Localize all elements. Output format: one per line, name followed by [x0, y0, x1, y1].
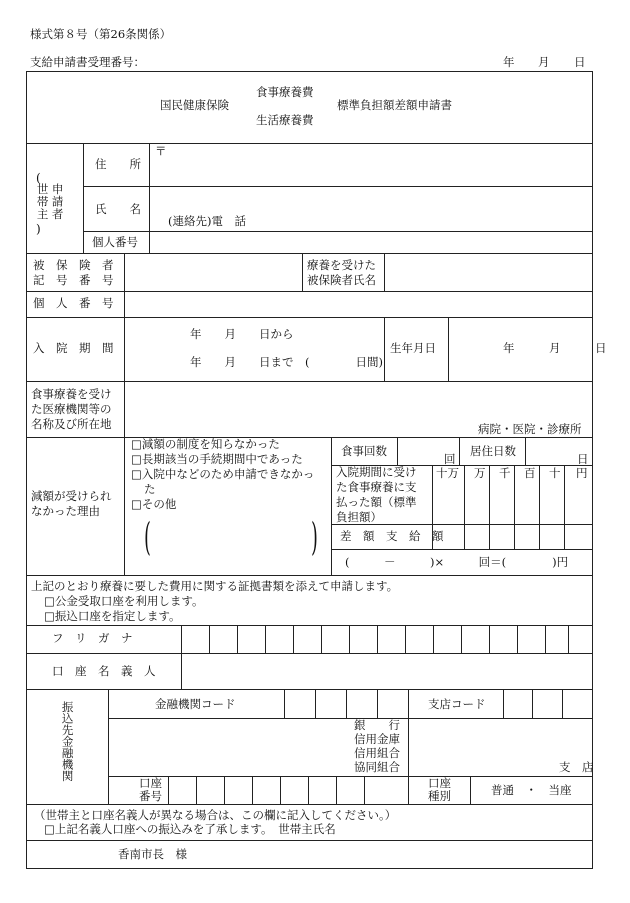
- other-reason-paren-close: ): [311, 515, 318, 559]
- applicant-name-field[interactable]: [155, 190, 585, 206]
- applicant-mynumber-field[interactable]: [152, 234, 588, 251]
- account-holder-label: 口 座 名 義 人: [52, 664, 156, 678]
- title-main: 標準負担額差額申請書: [337, 98, 452, 112]
- account-number-label-2: 番号: [139, 789, 162, 803]
- hospitalization-label: 入 院 期 間: [33, 341, 114, 355]
- account-number-label-1: 口座: [139, 776, 162, 790]
- bank-type-bank: 銀 行: [354, 718, 400, 732]
- insured-symbol-field[interactable]: [128, 257, 298, 289]
- applicant-group-label: 申請者: [50, 183, 65, 221]
- insured-mynumber-label: 個 人 番 号: [33, 296, 114, 310]
- meal-count-label: 食事回数: [341, 444, 387, 458]
- branch-code-label: 支店コード: [428, 697, 486, 711]
- transfer-institution-label: 振込先金融機関: [60, 701, 75, 782]
- bank-type-credit-union: 信用組合: [354, 746, 400, 760]
- reason-option-other[interactable]: □その他: [131, 497, 177, 511]
- reason-option-hospitalized-cont: た: [144, 482, 156, 496]
- recipient-label-1: 療養を受けた: [307, 258, 376, 272]
- address-field[interactable]: [155, 165, 585, 183]
- applicant-paren-close: ): [36, 222, 41, 236]
- facility-label-2: た医療機関等の: [31, 402, 112, 416]
- digit-10k: 万: [474, 466, 486, 480]
- reason-option-unaware[interactable]: □減額の制度を知らなかった: [131, 437, 280, 451]
- paid-amount-label-4: 負担額）: [336, 510, 382, 524]
- reason-label-1: 減額が受けられ: [31, 489, 112, 503]
- applicant-paren-open: (: [36, 171, 41, 185]
- meal-count-unit: 回: [444, 452, 456, 466]
- birth-date-value: 年 月 日: [503, 341, 607, 355]
- addressee: 香南市長 様: [118, 847, 187, 861]
- contact-phone-label: (連絡先)電 話: [168, 214, 246, 228]
- difference-formula: ( － )× 回＝( )円: [345, 555, 569, 569]
- title-insurance: 国民健康保険: [160, 98, 229, 112]
- paid-amount-label-2: た食事療養に支: [336, 480, 417, 494]
- title-living-cost: 生活療養費: [256, 113, 314, 127]
- account-holder-field[interactable]: [185, 657, 589, 687]
- account-type-options[interactable]: 普通 ・ 当座: [491, 783, 572, 797]
- insured-mynumber-field[interactable]: [128, 294, 588, 315]
- facility-label-1: 食事療養を受け: [31, 387, 112, 401]
- reason-label-2: なかった理由: [31, 504, 100, 518]
- stay-days-label: 居住日数: [470, 444, 516, 458]
- birth-date-label: 生年月日: [390, 341, 436, 355]
- reason-option-procedure[interactable]: □長期該当の手続期間中であった: [131, 452, 303, 466]
- header-month: 月: [538, 55, 550, 69]
- header-year: 年: [503, 55, 515, 69]
- applicant-group-sub: 世帯主: [35, 183, 50, 221]
- branch-suffix: 支 店: [559, 760, 594, 774]
- digit-100: 百: [524, 466, 536, 480]
- reason-option-hospitalized[interactable]: □入院中などのため申請できなかっ: [131, 467, 315, 481]
- other-reason-field[interactable]: [156, 522, 306, 562]
- difference-amount-label: 差 額 支 給 額: [340, 529, 444, 543]
- institution-code-label: 金融機関コード: [155, 697, 236, 711]
- account-type-label-2: 種別: [428, 789, 451, 803]
- hospitalization-to: 年 月 日まで ( 日間): [190, 355, 383, 369]
- institution-name-field[interactable]: [112, 721, 352, 774]
- recipient-name-field[interactable]: [388, 257, 588, 289]
- receipt-number-label: 支給申請書受理番号：: [30, 55, 145, 69]
- consent-note: （世帯主と口座名義人が異なる場合は、この欄に記入してください。）: [34, 808, 397, 822]
- declaration-text: 上記のとおり療養に要した費用に関する証拠書類を添えて申請します。: [31, 579, 399, 593]
- paid-amount-label-1: 入院期間に受け: [336, 465, 417, 479]
- digit-10: 十: [549, 466, 561, 480]
- bank-type-cooperative: 協同組合: [354, 760, 400, 774]
- header-day: 日: [574, 55, 586, 69]
- facility-field[interactable]: [128, 385, 588, 420]
- stay-days-unit: 日: [577, 452, 589, 466]
- furigana-label: フ リ ガ ナ: [52, 631, 133, 645]
- postal-mark: 〒: [155, 144, 167, 158]
- facility-label-3: 名称及び所在地: [31, 417, 112, 431]
- title-meal-cost: 食事療養費: [256, 85, 314, 99]
- name-label: 氏 名: [95, 202, 141, 216]
- branch-name-field[interactable]: [411, 721, 551, 774]
- recipient-label-2: 被保険者氏名: [307, 273, 376, 287]
- digit-yen: 円: [576, 466, 588, 480]
- hospitalization-from: 年 月 日から: [190, 327, 294, 341]
- address-label: 住 所: [95, 157, 141, 171]
- applicant-mynumber-label: 個人番号: [92, 235, 138, 249]
- insured-symbol-label-1: 被 保 険 者: [33, 258, 114, 272]
- consent-checkbox[interactable]: □上記名義人口座への振込みを了承します。 世帯主氏名: [44, 822, 336, 836]
- form-number: 様式第８号（第26条関係）: [30, 27, 172, 41]
- digit-1k: 千: [499, 466, 511, 480]
- designated-account-checkbox[interactable]: □振込口座を指定します。: [44, 609, 181, 623]
- account-type-label-1: 口座: [428, 776, 451, 790]
- facility-type: 病院・医院・診療所: [478, 422, 582, 436]
- insured-symbol-label-2: 記 号 番 号: [33, 273, 114, 287]
- public-account-checkbox[interactable]: □公金受取口座を利用します。: [44, 594, 204, 608]
- paid-amount-label-3: 払った額（標準: [336, 495, 417, 509]
- other-reason-paren-open: (: [144, 515, 151, 559]
- bank-type-shinkin: 信用金庫: [354, 732, 400, 746]
- digit-100k: 十万: [436, 466, 459, 480]
